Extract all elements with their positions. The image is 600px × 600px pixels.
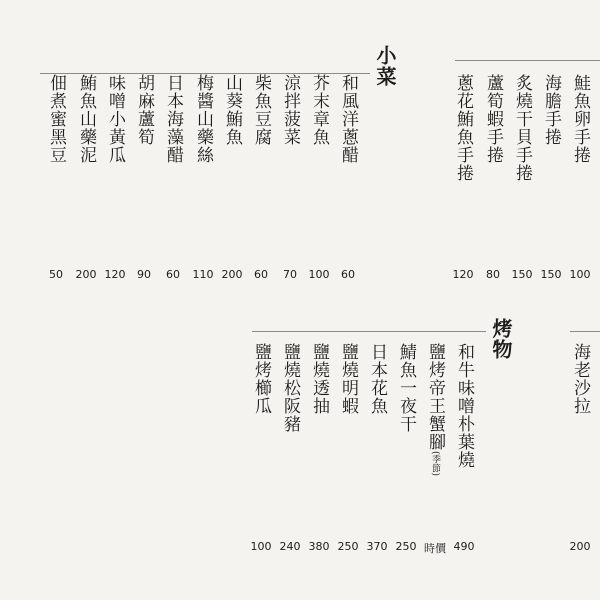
hand-roll-price: 80: [486, 268, 500, 281]
small-dish-price: 200: [221, 268, 243, 281]
grilled-item-name: 日本花魚: [367, 343, 387, 415]
grilled-item-price: 240: [279, 540, 301, 553]
hand-roll-price: 150: [540, 268, 562, 281]
hand-roll-name: 蘆筍蝦手捲: [483, 74, 503, 164]
small-dish-name: 佃煮蜜黑豆: [46, 74, 66, 164]
small-dish-name: 日本海藻醋: [163, 74, 183, 164]
grilled-item-price: 250: [395, 540, 417, 553]
hand-roll-name: 海膽手捲: [541, 74, 561, 146]
small-dish-name: 和風洋蔥醋: [338, 74, 358, 164]
grilled-item-price: 時價: [424, 542, 446, 555]
grilled-item-name: 鹽燒明蝦: [338, 343, 358, 415]
grilled-item-name: 鹽烤帝王蟹腳(季節): [425, 343, 445, 477]
hand-roll-name: 鮭魚卵手捲: [570, 74, 590, 164]
salad-item-name: 海老沙拉: [570, 343, 590, 415]
small-dish-name: 芥末章魚: [309, 74, 329, 146]
small-dish-name: 柴魚豆腐: [251, 74, 271, 146]
small-dish-name: 味噌小黃瓜: [105, 74, 125, 164]
hand-roll-price: 100: [569, 268, 591, 281]
small-dish-price: 90: [137, 268, 151, 281]
small-dish-price: 60: [254, 268, 268, 281]
small-dish-name: 鮪魚山藥泥: [76, 74, 96, 164]
hand-roll-name: 蔥花鮪魚手捲: [453, 74, 473, 182]
hand-roll-price: 150: [511, 268, 533, 281]
small-dish-price: 50: [49, 268, 63, 281]
small-dish-name: 涼拌菠菜: [280, 74, 300, 146]
grilled-item-name: 和牛味噌朴葉燒: [454, 343, 474, 469]
grilled-item-name: 鹽烤櫛瓜: [251, 343, 271, 415]
small-dish-price: 60: [166, 268, 180, 281]
hand-roll-price: 120: [452, 268, 474, 281]
small-dish-price: 200: [75, 268, 97, 281]
small-dish-price: 100: [308, 268, 330, 281]
grilled-item-price: 100: [250, 540, 272, 553]
hand-rolls-rule: [455, 60, 600, 61]
grilled-item-name: 鹽燒松阪豬: [280, 343, 300, 433]
small-dish-name: 梅醬山藥絲: [193, 74, 213, 164]
salad-rule: [570, 331, 600, 332]
small-dish-name: 山葵鮪魚: [222, 74, 242, 146]
small-dishes-title: 小菜: [373, 45, 397, 87]
grilled-item-price: 380: [308, 540, 330, 553]
small-dish-price: 60: [341, 268, 355, 281]
small-dish-price: 70: [283, 268, 297, 281]
grilled-item-price: 490: [453, 540, 475, 553]
small-dish-price: 120: [104, 268, 126, 281]
grilled-item-name: 鹽燒透抽: [309, 343, 329, 415]
small-dish-name: 胡麻蘆筍: [134, 74, 154, 146]
grilled-title: 烤物: [489, 318, 513, 360]
seasonal-note: (季節): [430, 451, 440, 477]
grilled-rule: [252, 331, 486, 332]
small-dish-price: 110: [192, 268, 214, 281]
salad-item-price: 200: [569, 540, 591, 553]
hand-roll-name: 炙燒干貝手捲: [512, 74, 532, 182]
grilled-item-price: 250: [337, 540, 359, 553]
grilled-item-price: 370: [366, 540, 388, 553]
grilled-item-name: 鯖魚一夜干: [396, 343, 416, 433]
